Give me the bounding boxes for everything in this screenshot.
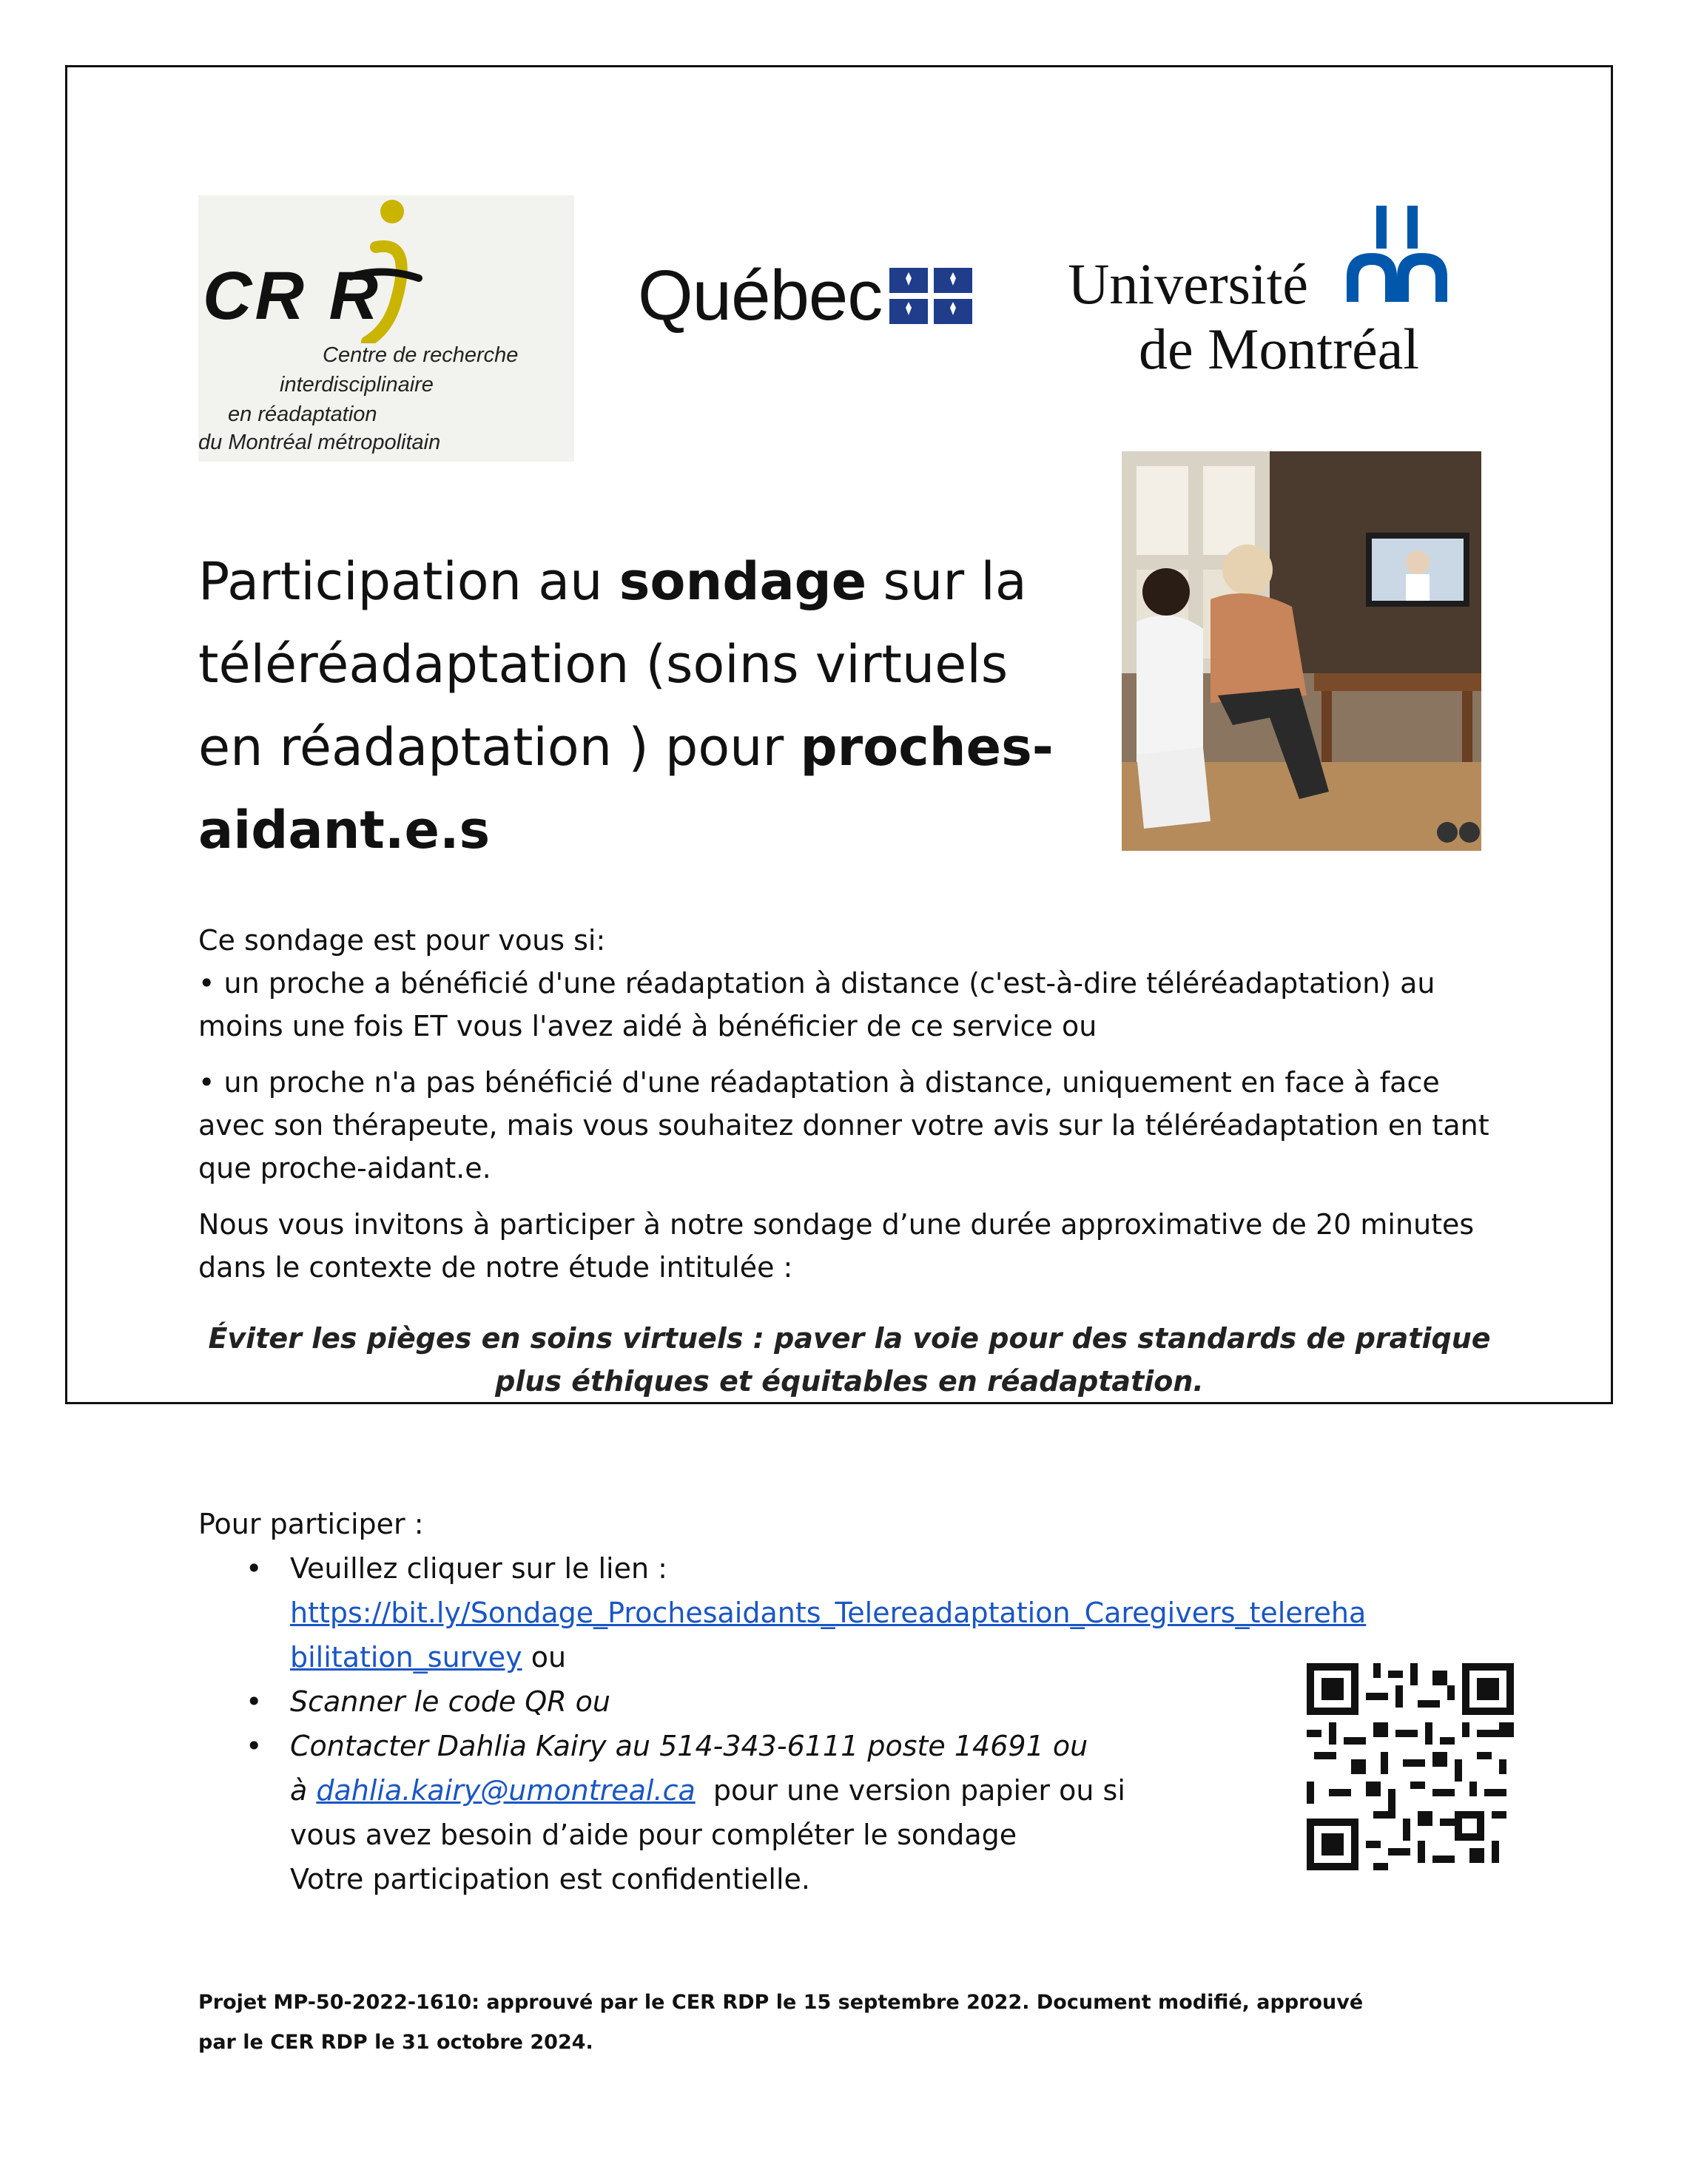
crir-wordmark: CR R	[203, 258, 381, 334]
contact-line-3: vous avez besoin d’aide pour compléter le sondage	[290, 1819, 1017, 1851]
quebec-wordmark: Québec	[638, 256, 883, 335]
udem-emblem-icon	[1347, 206, 1450, 302]
page-title	[198, 540, 1086, 872]
approval-footer	[198, 1983, 1501, 2063]
title-bold-audience: proches-aidant.e.s	[198, 717, 1054, 860]
eligibility-bullet-1: • un proche a bénéficié d'une réadaptation à distance (c'est-à-dire téléréadaptation) au moins une fois ET vous l'avez aidé à bénéficier de ce service ou	[198, 967, 1435, 1042]
contact-line-2: pour une version papier ou si	[695, 1774, 1125, 1807]
udem-line-1: Université	[1068, 252, 1308, 316]
list-item	[290, 1546, 1515, 1679]
crir-line-3: en réadaptation	[228, 402, 377, 426]
eligibility-bullet-2: • un proche n'a pas bénéficié d'une réadaptation à distance, uniquement en face à face avec son thérapeute, mais vous souhaitez donner votre avis sur la téléréadaptation en tant que proche-aidant.e.	[198, 1066, 1489, 1184]
confidentiality-note: Votre participation est confidentielle.	[290, 1863, 810, 1895]
quebec-flag-icon	[889, 268, 972, 324]
survey-link-part-1: https://bit.ly/Sondage_Prochesaidants_Telereadaptation_Caregivers_telereha	[290, 1597, 1367, 1629]
crir-line-4: du Montréal métropolitain	[198, 431, 441, 454]
list-item: • Scanner le code QR ou	[290, 1679, 1515, 1724]
survey-link-part-2: bilitation_survey	[290, 1641, 522, 1674]
title-text-1: Participation au	[198, 551, 619, 612]
qr-code[interactable]	[1307, 1663, 1514, 1870]
intro-text: Ce sondage est pour vous si:	[198, 924, 606, 957]
udem-line-2: de Montréal	[1138, 317, 1419, 381]
link-suffix: ou	[522, 1641, 567, 1674]
telerehab-photo	[1122, 451, 1481, 851]
footer-line-2: par le CER RDP le 31 octobre 2024.	[198, 2031, 593, 2054]
title-text-2: sur la téléréadaptation (soins virtuels en réadaptation ) pour	[198, 551, 1027, 778]
study-title: Éviter les pièges en soins virtuels : paver la voie pour des standards de pratique plus éthiques et équitables en réadaptation.	[208, 1322, 1491, 1398]
footer-line-1: Projet MP-50-2022-1610: approuvé par le CER RDP le 15 septembre 2022. Document modifié, approuvé	[198, 1991, 1364, 2014]
crir-line-2: interdisciplinaire	[280, 373, 434, 397]
email-link[interactable]: dahlia.kairy@umontreal.ca	[316, 1774, 696, 1807]
crir-logo	[198, 195, 574, 462]
participate-heading: Pour participer :	[198, 1508, 424, 1540]
quebec-logo	[638, 252, 972, 340]
eligibility-section	[198, 919, 1501, 1435]
title-bold-sondage: sondage	[619, 551, 867, 612]
survey-link[interactable]	[290, 1597, 1366, 1674]
contact-prefix: à	[290, 1774, 317, 1807]
invitation-text: Nous vous invitons à participer à notre sondage d’une durée approximative de 20 minutes dans le contexte de notre étude intitulée :	[198, 1208, 1475, 1284]
link-label: Veuillez cliquer sur le lien :	[290, 1552, 667, 1585]
contact-line-1: Contacter Dahlia Kairy au 514-343-6111 poste 14691 ou	[290, 1730, 1088, 1762]
crir-line-1: Centre de recherche	[323, 343, 519, 367]
